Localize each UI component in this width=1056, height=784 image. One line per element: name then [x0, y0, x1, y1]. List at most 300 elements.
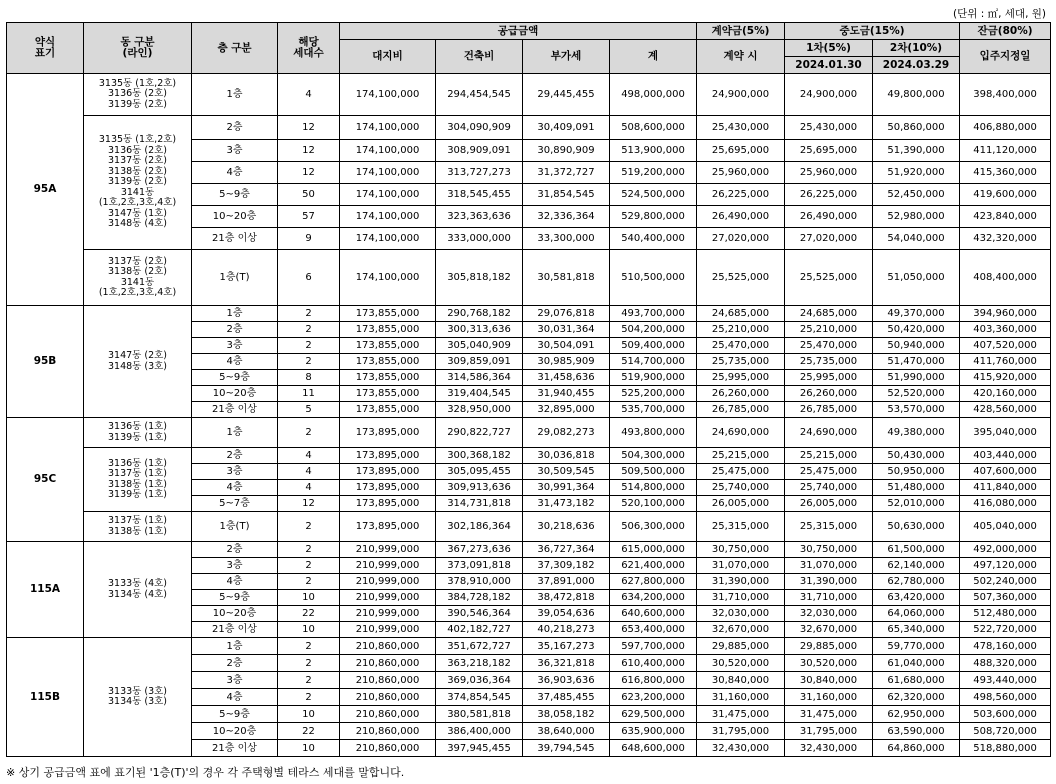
building-cell: 308,909,091 [436, 140, 523, 162]
unit-type-cell: 115A [7, 542, 84, 638]
land-cell: 174,100,000 [340, 228, 436, 250]
header-floor: 층 구분 [192, 23, 278, 74]
vat-cell: 32,336,364 [523, 206, 610, 228]
households-cell: 2 [278, 574, 340, 590]
balance-cell: 478,160,000 [960, 638, 1051, 655]
balance-cell: 408,400,000 [960, 250, 1051, 306]
unit-type-cell: 95C [7, 418, 84, 542]
balance-cell: 394,960,000 [960, 306, 1051, 322]
building-cell: 304,090,909 [436, 116, 523, 140]
total-cell: 634,200,000 [610, 590, 697, 606]
total-cell: 504,200,000 [610, 322, 697, 338]
land-cell: 210,860,000 [340, 723, 436, 740]
balance-cell: 407,600,000 [960, 464, 1051, 480]
middle1-cell: 30,750,000 [785, 542, 873, 558]
floor-cell: 10~20층 [192, 723, 278, 740]
balance-cell: 507,360,000 [960, 590, 1051, 606]
table-row [7, 116, 1051, 140]
balance-cell: 398,400,000 [960, 74, 1051, 116]
households-cell: 8 [278, 370, 340, 386]
middle2-cell: 62,780,000 [873, 574, 960, 590]
middle1-cell: 25,695,000 [785, 140, 873, 162]
middle1-cell: 27,020,000 [785, 228, 873, 250]
floor-cell: 5~7층 [192, 496, 278, 512]
deposit-cell: 25,735,000 [697, 354, 785, 370]
middle1-cell: 31,795,000 [785, 723, 873, 740]
building-cell: 294,454,545 [436, 74, 523, 116]
table-header [7, 23, 1051, 74]
households-cell: 2 [278, 338, 340, 354]
floor-cell: 21층 이상 [192, 740, 278, 757]
total-cell: 629,500,000 [610, 706, 697, 723]
middle1-cell: 24,685,000 [785, 306, 873, 322]
balance-cell: 498,560,000 [960, 689, 1051, 706]
header-deposit-group: 계약금(5%) [697, 23, 785, 40]
households-cell: 2 [278, 354, 340, 370]
middle1-cell: 26,260,000 [785, 386, 873, 402]
deposit-cell: 25,215,000 [697, 448, 785, 464]
middle1-cell: 31,710,000 [785, 590, 873, 606]
building-cell: 328,950,000 [436, 402, 523, 418]
supply-price-table [6, 22, 1051, 757]
middle1-cell: 26,225,000 [785, 184, 873, 206]
building-cell: 390,546,364 [436, 606, 523, 622]
floor-cell: 4층 [192, 689, 278, 706]
floor-cell: 1층(T) [192, 250, 278, 306]
land-cell: 173,855,000 [340, 354, 436, 370]
header-middle2-date: 2024.03.29 [873, 57, 960, 74]
header-supply: 공급금액 [340, 23, 697, 40]
balance-cell: 407,520,000 [960, 338, 1051, 354]
middle1-cell: 25,475,000 [785, 464, 873, 480]
middle1-cell: 24,690,000 [785, 418, 873, 448]
households-cell: 12 [278, 162, 340, 184]
building-cell: 309,913,636 [436, 480, 523, 496]
land-cell: 210,860,000 [340, 740, 436, 757]
land-cell: 210,860,000 [340, 689, 436, 706]
floor-cell: 10~20층 [192, 206, 278, 228]
floor-cell: 4층 [192, 162, 278, 184]
vat-cell: 30,031,364 [523, 322, 610, 338]
floor-cell: 5~9층 [192, 590, 278, 606]
dong-cell: 3137동 (2호) 3138동 (2호) 3141동 (1호,2호,3호,4호) [84, 250, 192, 306]
floor-cell: 1층 [192, 306, 278, 322]
total-cell: 621,400,000 [610, 558, 697, 574]
vat-cell: 31,940,455 [523, 386, 610, 402]
building-cell: 369,036,364 [436, 672, 523, 689]
dong-cell: 3135동 (1호,2호) 3136동 (2호) 3137동 (2호) 3138동 (2호) 3139동 (2호) 3141동 (1호,2호,3호,4호) 3147동 (1호) 3148동 (4호) [84, 116, 192, 250]
total-cell: 525,200,000 [610, 386, 697, 402]
deposit-cell: 24,690,000 [697, 418, 785, 448]
land-cell: 173,855,000 [340, 322, 436, 338]
total-cell: 509,400,000 [610, 338, 697, 354]
middle1-cell: 31,475,000 [785, 706, 873, 723]
dong-cell: 3133동 (4호) 3134동 (4호) [84, 542, 192, 638]
total-cell: 509,500,000 [610, 464, 697, 480]
balance-cell: 428,560,000 [960, 402, 1051, 418]
table-row [7, 448, 1051, 464]
footnote: ※ 상기 공급금액 표에 표기된 '1층(T)'의 경우 각 주택형별 테라스 세대를 말합니다. [6, 766, 405, 779]
dong-cell: 3133동 (3호) 3134동 (3호) [84, 638, 192, 757]
unit-type-cell: 95B [7, 306, 84, 418]
header-middle-group: 중도금(15%) [785, 23, 960, 40]
dong-cell: 3136동 (1호) 3139동 (1호) [84, 418, 192, 448]
balance-cell: 518,880,000 [960, 740, 1051, 757]
deposit-cell: 30,750,000 [697, 542, 785, 558]
middle2-cell: 53,570,000 [873, 402, 960, 418]
middle2-cell: 51,050,000 [873, 250, 960, 306]
households-cell: 2 [278, 306, 340, 322]
total-cell: 615,000,000 [610, 542, 697, 558]
balance-cell: 403,360,000 [960, 322, 1051, 338]
households-cell: 2 [278, 512, 340, 542]
deposit-cell: 26,005,000 [697, 496, 785, 512]
middle2-cell: 62,950,000 [873, 706, 960, 723]
land-cell: 173,855,000 [340, 386, 436, 402]
balance-cell: 395,040,000 [960, 418, 1051, 448]
middle2-cell: 61,500,000 [873, 542, 960, 558]
households-cell: 10 [278, 740, 340, 757]
floor-cell: 2층 [192, 655, 278, 672]
building-cell: 305,095,455 [436, 464, 523, 480]
total-cell: 508,600,000 [610, 116, 697, 140]
middle2-cell: 52,010,000 [873, 496, 960, 512]
header-dong: 동 구분 (라인) [84, 23, 192, 74]
deposit-cell: 25,695,000 [697, 140, 785, 162]
balance-cell: 512,480,000 [960, 606, 1051, 622]
dong-cell: 3147동 (2호) 3148동 (3호) [84, 306, 192, 418]
table-row [7, 638, 1051, 655]
vat-cell: 36,903,636 [523, 672, 610, 689]
households-cell: 4 [278, 448, 340, 464]
land-cell: 174,100,000 [340, 162, 436, 184]
middle2-cell: 64,060,000 [873, 606, 960, 622]
middle1-cell: 31,390,000 [785, 574, 873, 590]
balance-cell: 406,880,000 [960, 116, 1051, 140]
middle2-cell: 52,980,000 [873, 206, 960, 228]
building-cell: 302,186,364 [436, 512, 523, 542]
vat-cell: 30,890,909 [523, 140, 610, 162]
header-middle1: 1차(5%) [785, 40, 873, 57]
table-row [7, 512, 1051, 542]
building-cell: 305,818,182 [436, 250, 523, 306]
middle1-cell: 31,160,000 [785, 689, 873, 706]
total-cell: 648,600,000 [610, 740, 697, 757]
middle1-cell: 30,520,000 [785, 655, 873, 672]
vat-cell: 31,372,727 [523, 162, 610, 184]
building-cell: 363,218,182 [436, 655, 523, 672]
middle2-cell: 49,800,000 [873, 74, 960, 116]
floor-cell: 21층 이상 [192, 402, 278, 418]
middle1-cell: 25,430,000 [785, 116, 873, 140]
vat-cell: 30,985,909 [523, 354, 610, 370]
households-cell: 2 [278, 542, 340, 558]
middle2-cell: 59,770,000 [873, 638, 960, 655]
middle1-cell: 25,470,000 [785, 338, 873, 354]
households-cell: 2 [278, 672, 340, 689]
middle2-cell: 63,420,000 [873, 590, 960, 606]
header-land: 대지비 [340, 40, 436, 74]
balance-cell: 403,440,000 [960, 448, 1051, 464]
floor-cell: 10~20층 [192, 386, 278, 402]
land-cell: 210,860,000 [340, 638, 436, 655]
header-deposit: 계약 시 [697, 40, 785, 74]
table-row [7, 74, 1051, 116]
deposit-cell: 30,520,000 [697, 655, 785, 672]
vat-cell: 37,485,455 [523, 689, 610, 706]
households-cell: 2 [278, 689, 340, 706]
middle1-cell: 29,885,000 [785, 638, 873, 655]
land-cell: 174,100,000 [340, 206, 436, 228]
land-cell: 174,100,000 [340, 74, 436, 116]
land-cell: 173,895,000 [340, 448, 436, 464]
households-cell: 2 [278, 655, 340, 672]
floor-cell: 21층 이상 [192, 228, 278, 250]
deposit-cell: 31,070,000 [697, 558, 785, 574]
land-cell: 173,895,000 [340, 496, 436, 512]
total-cell: 514,800,000 [610, 480, 697, 496]
middle1-cell: 25,215,000 [785, 448, 873, 464]
total-cell: 535,700,000 [610, 402, 697, 418]
vat-cell: 33,300,000 [523, 228, 610, 250]
floor-cell: 4층 [192, 574, 278, 590]
households-cell: 57 [278, 206, 340, 228]
floor-cell: 4층 [192, 480, 278, 496]
floor-cell: 1층 [192, 74, 278, 116]
land-cell: 174,100,000 [340, 116, 436, 140]
land-cell: 174,100,000 [340, 184, 436, 206]
balance-cell: 405,040,000 [960, 512, 1051, 542]
deposit-cell: 27,020,000 [697, 228, 785, 250]
households-cell: 2 [278, 558, 340, 574]
deposit-cell: 25,475,000 [697, 464, 785, 480]
middle2-cell: 65,340,000 [873, 622, 960, 638]
vat-cell: 37,309,182 [523, 558, 610, 574]
middle2-cell: 51,390,000 [873, 140, 960, 162]
floor-cell: 3층 [192, 672, 278, 689]
middle2-cell: 52,450,000 [873, 184, 960, 206]
middle2-cell: 64,860,000 [873, 740, 960, 757]
middle1-cell: 26,005,000 [785, 496, 873, 512]
balance-cell: 432,320,000 [960, 228, 1051, 250]
land-cell: 210,999,000 [340, 574, 436, 590]
dong-cell: 3137동 (1호) 3138동 (1호) [84, 512, 192, 542]
middle1-cell: 25,210,000 [785, 322, 873, 338]
table-row [7, 418, 1051, 448]
header-middle2: 2차(10%) [873, 40, 960, 57]
land-cell: 210,999,000 [340, 606, 436, 622]
building-cell: 309,859,091 [436, 354, 523, 370]
building-cell: 397,945,455 [436, 740, 523, 757]
land-cell: 210,999,000 [340, 558, 436, 574]
balance-cell: 411,760,000 [960, 354, 1051, 370]
households-cell: 11 [278, 386, 340, 402]
total-cell: 529,800,000 [610, 206, 697, 228]
building-cell: 314,731,818 [436, 496, 523, 512]
floor-cell: 5~9층 [192, 370, 278, 386]
header-middle1-date: 2024.01.30 [785, 57, 873, 74]
total-cell: 635,900,000 [610, 723, 697, 740]
building-cell: 305,040,909 [436, 338, 523, 354]
households-cell: 10 [278, 622, 340, 638]
balance-cell: 416,080,000 [960, 496, 1051, 512]
land-cell: 210,860,000 [340, 655, 436, 672]
households-cell: 6 [278, 250, 340, 306]
deposit-cell: 26,260,000 [697, 386, 785, 402]
middle2-cell: 50,950,000 [873, 464, 960, 480]
total-cell: 610,400,000 [610, 655, 697, 672]
middle1-cell: 26,490,000 [785, 206, 873, 228]
deposit-cell: 30,840,000 [697, 672, 785, 689]
vat-cell: 31,854,545 [523, 184, 610, 206]
total-cell: 510,500,000 [610, 250, 697, 306]
land-cell: 173,895,000 [340, 512, 436, 542]
vat-cell: 29,076,818 [523, 306, 610, 322]
deposit-cell: 32,430,000 [697, 740, 785, 757]
land-cell: 210,999,000 [340, 622, 436, 638]
vat-cell: 29,082,273 [523, 418, 610, 448]
land-cell: 173,895,000 [340, 480, 436, 496]
deposit-cell: 31,710,000 [697, 590, 785, 606]
middle1-cell: 25,735,000 [785, 354, 873, 370]
deposit-cell: 32,670,000 [697, 622, 785, 638]
deposit-cell: 25,470,000 [697, 338, 785, 354]
vat-cell: 30,218,636 [523, 512, 610, 542]
vat-cell: 30,409,091 [523, 116, 610, 140]
total-cell: 504,300,000 [610, 448, 697, 464]
header-type: 약식 표기 [7, 23, 84, 74]
households-cell: 5 [278, 402, 340, 418]
building-cell: 314,586,364 [436, 370, 523, 386]
middle1-cell: 25,995,000 [785, 370, 873, 386]
floor-cell: 1층 [192, 418, 278, 448]
balance-cell: 423,840,000 [960, 206, 1051, 228]
households-cell: 12 [278, 496, 340, 512]
deposit-cell: 25,960,000 [697, 162, 785, 184]
balance-cell: 415,360,000 [960, 162, 1051, 184]
vat-cell: 31,458,636 [523, 370, 610, 386]
vat-cell: 30,991,364 [523, 480, 610, 496]
balance-cell: 488,320,000 [960, 655, 1051, 672]
deposit-cell: 25,210,000 [697, 322, 785, 338]
total-cell: 498,000,000 [610, 74, 697, 116]
total-cell: 524,500,000 [610, 184, 697, 206]
deposit-cell: 24,900,000 [697, 74, 785, 116]
middle1-cell: 25,740,000 [785, 480, 873, 496]
total-cell: 623,200,000 [610, 689, 697, 706]
balance-cell: 497,120,000 [960, 558, 1051, 574]
total-cell: 616,800,000 [610, 672, 697, 689]
middle2-cell: 61,680,000 [873, 672, 960, 689]
land-cell: 174,100,000 [340, 250, 436, 306]
middle2-cell: 61,040,000 [873, 655, 960, 672]
land-cell: 173,855,000 [340, 370, 436, 386]
unit-type-cell: 115B [7, 638, 84, 757]
balance-cell: 411,120,000 [960, 140, 1051, 162]
deposit-cell: 31,390,000 [697, 574, 785, 590]
floor-cell: 2층 [192, 448, 278, 464]
middle1-cell: 32,030,000 [785, 606, 873, 622]
table-body [7, 74, 1051, 757]
floor-cell: 1층 [192, 638, 278, 655]
deposit-cell: 26,490,000 [697, 206, 785, 228]
land-cell: 174,100,000 [340, 140, 436, 162]
vat-cell: 30,504,091 [523, 338, 610, 354]
middle1-cell: 25,525,000 [785, 250, 873, 306]
middle2-cell: 51,480,000 [873, 480, 960, 496]
deposit-cell: 25,995,000 [697, 370, 785, 386]
vat-cell: 36,727,364 [523, 542, 610, 558]
vat-cell: 38,472,818 [523, 590, 610, 606]
building-cell: 319,404,545 [436, 386, 523, 402]
building-cell: 402,182,727 [436, 622, 523, 638]
floor-cell: 5~9층 [192, 184, 278, 206]
middle1-cell: 26,785,000 [785, 402, 873, 418]
households-cell: 22 [278, 723, 340, 740]
floor-cell: 10~20층 [192, 606, 278, 622]
table-row [7, 250, 1051, 306]
balance-cell: 419,600,000 [960, 184, 1051, 206]
middle1-cell: 32,430,000 [785, 740, 873, 757]
households-cell: 10 [278, 706, 340, 723]
households-cell: 50 [278, 184, 340, 206]
land-cell: 173,895,000 [340, 464, 436, 480]
building-cell: 318,545,455 [436, 184, 523, 206]
middle2-cell: 52,520,000 [873, 386, 960, 402]
middle2-cell: 51,990,000 [873, 370, 960, 386]
floor-cell: 2층 [192, 542, 278, 558]
building-cell: 367,273,636 [436, 542, 523, 558]
middle1-cell: 31,070,000 [785, 558, 873, 574]
floor-cell: 3층 [192, 338, 278, 354]
middle2-cell: 50,420,000 [873, 322, 960, 338]
vat-cell: 40,218,273 [523, 622, 610, 638]
households-cell: 22 [278, 606, 340, 622]
middle2-cell: 62,140,000 [873, 558, 960, 574]
total-cell: 514,700,000 [610, 354, 697, 370]
total-cell: 493,700,000 [610, 306, 697, 322]
floor-cell: 5~9층 [192, 706, 278, 723]
households-cell: 4 [278, 480, 340, 496]
building-cell: 333,000,000 [436, 228, 523, 250]
header-vat: 부가세 [523, 40, 610, 74]
building-cell: 313,727,273 [436, 162, 523, 184]
total-cell: 519,200,000 [610, 162, 697, 184]
vat-cell: 37,891,000 [523, 574, 610, 590]
deposit-cell: 25,315,000 [697, 512, 785, 542]
land-cell: 173,855,000 [340, 306, 436, 322]
vat-cell: 32,895,000 [523, 402, 610, 418]
building-cell: 300,368,182 [436, 448, 523, 464]
middle2-cell: 49,380,000 [873, 418, 960, 448]
header-balance: 입주지정일 [960, 40, 1051, 74]
total-cell: 493,800,000 [610, 418, 697, 448]
deposit-cell: 29,885,000 [697, 638, 785, 655]
vat-cell: 38,640,000 [523, 723, 610, 740]
total-cell: 513,900,000 [610, 140, 697, 162]
floor-cell: 2층 [192, 322, 278, 338]
vat-cell: 30,581,818 [523, 250, 610, 306]
vat-cell: 38,058,182 [523, 706, 610, 723]
deposit-cell: 25,525,000 [697, 250, 785, 306]
building-cell: 378,910,000 [436, 574, 523, 590]
floor-cell: 3층 [192, 464, 278, 480]
vat-cell: 36,321,818 [523, 655, 610, 672]
middle1-cell: 24,900,000 [785, 74, 873, 116]
total-cell: 640,600,000 [610, 606, 697, 622]
building-cell: 300,313,636 [436, 322, 523, 338]
deposit-cell: 31,795,000 [697, 723, 785, 740]
